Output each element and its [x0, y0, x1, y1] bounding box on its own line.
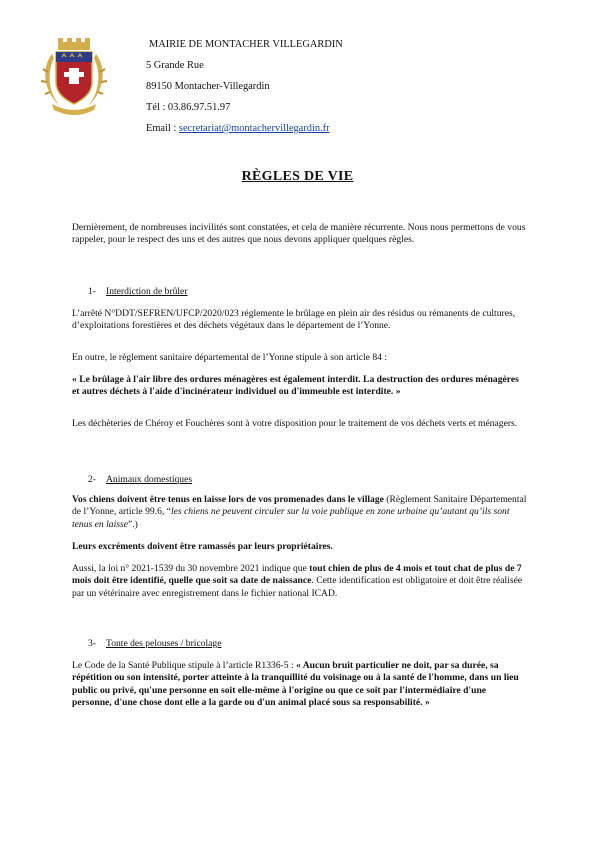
section-title: Animaux domestiques: [106, 474, 193, 485]
leash-paragraph: [72, 494, 528, 531]
mairie-name: MAIRIE DE MONTACHER VILLEGARDIN: [149, 39, 343, 50]
section-number: 2-: [88, 474, 96, 485]
burning-quote-paragraph: « Le brûlage à l'air libre des ordures ménagères est également interdit. La destruction des ordures ménagères et autres déchets à l'aide d'incinérateur individuel ou d'immeuble est interdite. »: [72, 374, 519, 398]
leash-quote: les chiens ne peuvent circuler sur la voie publique en zone urbaine qu’autant qu’ils sont tenus en laisse: [72, 506, 510, 530]
municipal-crest-logo: [38, 36, 110, 116]
document-title: RÈGLES DE VIE: [241, 169, 354, 184]
leash-end: ”.): [127, 518, 138, 530]
droppings-paragraph: Leurs excréments doivent être ramassés par leurs propriétaires.: [72, 541, 333, 552]
email-label: Email :: [146, 123, 179, 134]
section-title: Interdiction de brûler: [106, 286, 188, 297]
identification-rule: tout chien de plus de 4 mois et tout chat de plus de 7 mois doit être identifié, quelle que soit sa date de naissance: [72, 563, 522, 587]
law-reference: Aussi, la loi n° 2021-1539 du 30 novembre 2021 indique que: [72, 563, 310, 574]
email-line: [146, 124, 343, 145]
letterhead: [146, 40, 343, 145]
email-link[interactable]: secretariat@montachervillegardin.fr: [178, 123, 330, 134]
burning-decree-paragraph: L’arrêté N°DDT/SEFREN/UFCP/2020/023 réglemente le brûlage en plein air des résidus ou rémanents de cultures, d’exploitations forestières et des déchets végétaux dans le département de l’Yonne.: [72, 308, 516, 332]
dechetterie-paragraph: Les déchèteries de Chéroy et Fouchères sont à votre disposition pour le traitement de vos déchets verts et ménagers.: [72, 418, 518, 429]
section-number: 3-: [88, 638, 96, 649]
address-street: 5 Grande Rue: [146, 60, 204, 71]
crest-ribbon: [52, 104, 96, 115]
intro-paragraph: Dernièrement, de nombreuses incivilités sont constatées, et cela de manière récurrente. Nous nous permettons de vous rappeler, pour le respect des uns et des autres que nous devons appliquer quelques règles.: [72, 222, 526, 246]
noise-code-reference: Le Code de la Santé Publique stipule à l’article R1336-5 :: [72, 660, 297, 671]
noise-quote: « Aucun bruit particulier ne doit, par sa durée, sa répétition ou son intensité, porter atteinte à la tranquillité du voisinage ou à la santé de l'homme, dans un lieu public ou privé, qu'une personne en soit elle-même à l'origine ou que ce soit par l'intermédiaire d'une personne, d'une chose dont elle a la garde ou d'un animal placé sous sa responsabilité. »: [72, 660, 519, 709]
leash-reference: (Règlement Sanitaire Départemental de l’Yonne, article 99.6, “: [72, 494, 527, 518]
phone-number: Tél : 03.86.97.51.97: [146, 102, 231, 113]
identification-paragraph: [72, 563, 528, 600]
section-number: 1-: [88, 286, 96, 297]
address-city: 89150 Montacher-Villegardin: [146, 81, 270, 92]
leash-rule: Vos chiens doivent être tenus en laisse lors de vos promenades dans le village: [72, 494, 384, 505]
noise-paragraph: [72, 660, 528, 710]
mural-crown: [58, 38, 90, 50]
section-title: Tonte des pelouses / bricolage: [106, 638, 222, 649]
shield: [56, 52, 92, 104]
section-heading-animals: [88, 474, 192, 486]
identification-details: . Cette identification est obligatoire et doit être réalisée par un vétérinaire avec enregistrement dans le fichier national ICAD.: [72, 575, 523, 599]
section-heading-burning: [88, 286, 188, 298]
section-heading-noise: [88, 638, 222, 650]
sanitary-rule-paragraph: En outre, le règlement sanitaire départemental de l’Yonne stipule à son article 84 :: [72, 352, 387, 363]
